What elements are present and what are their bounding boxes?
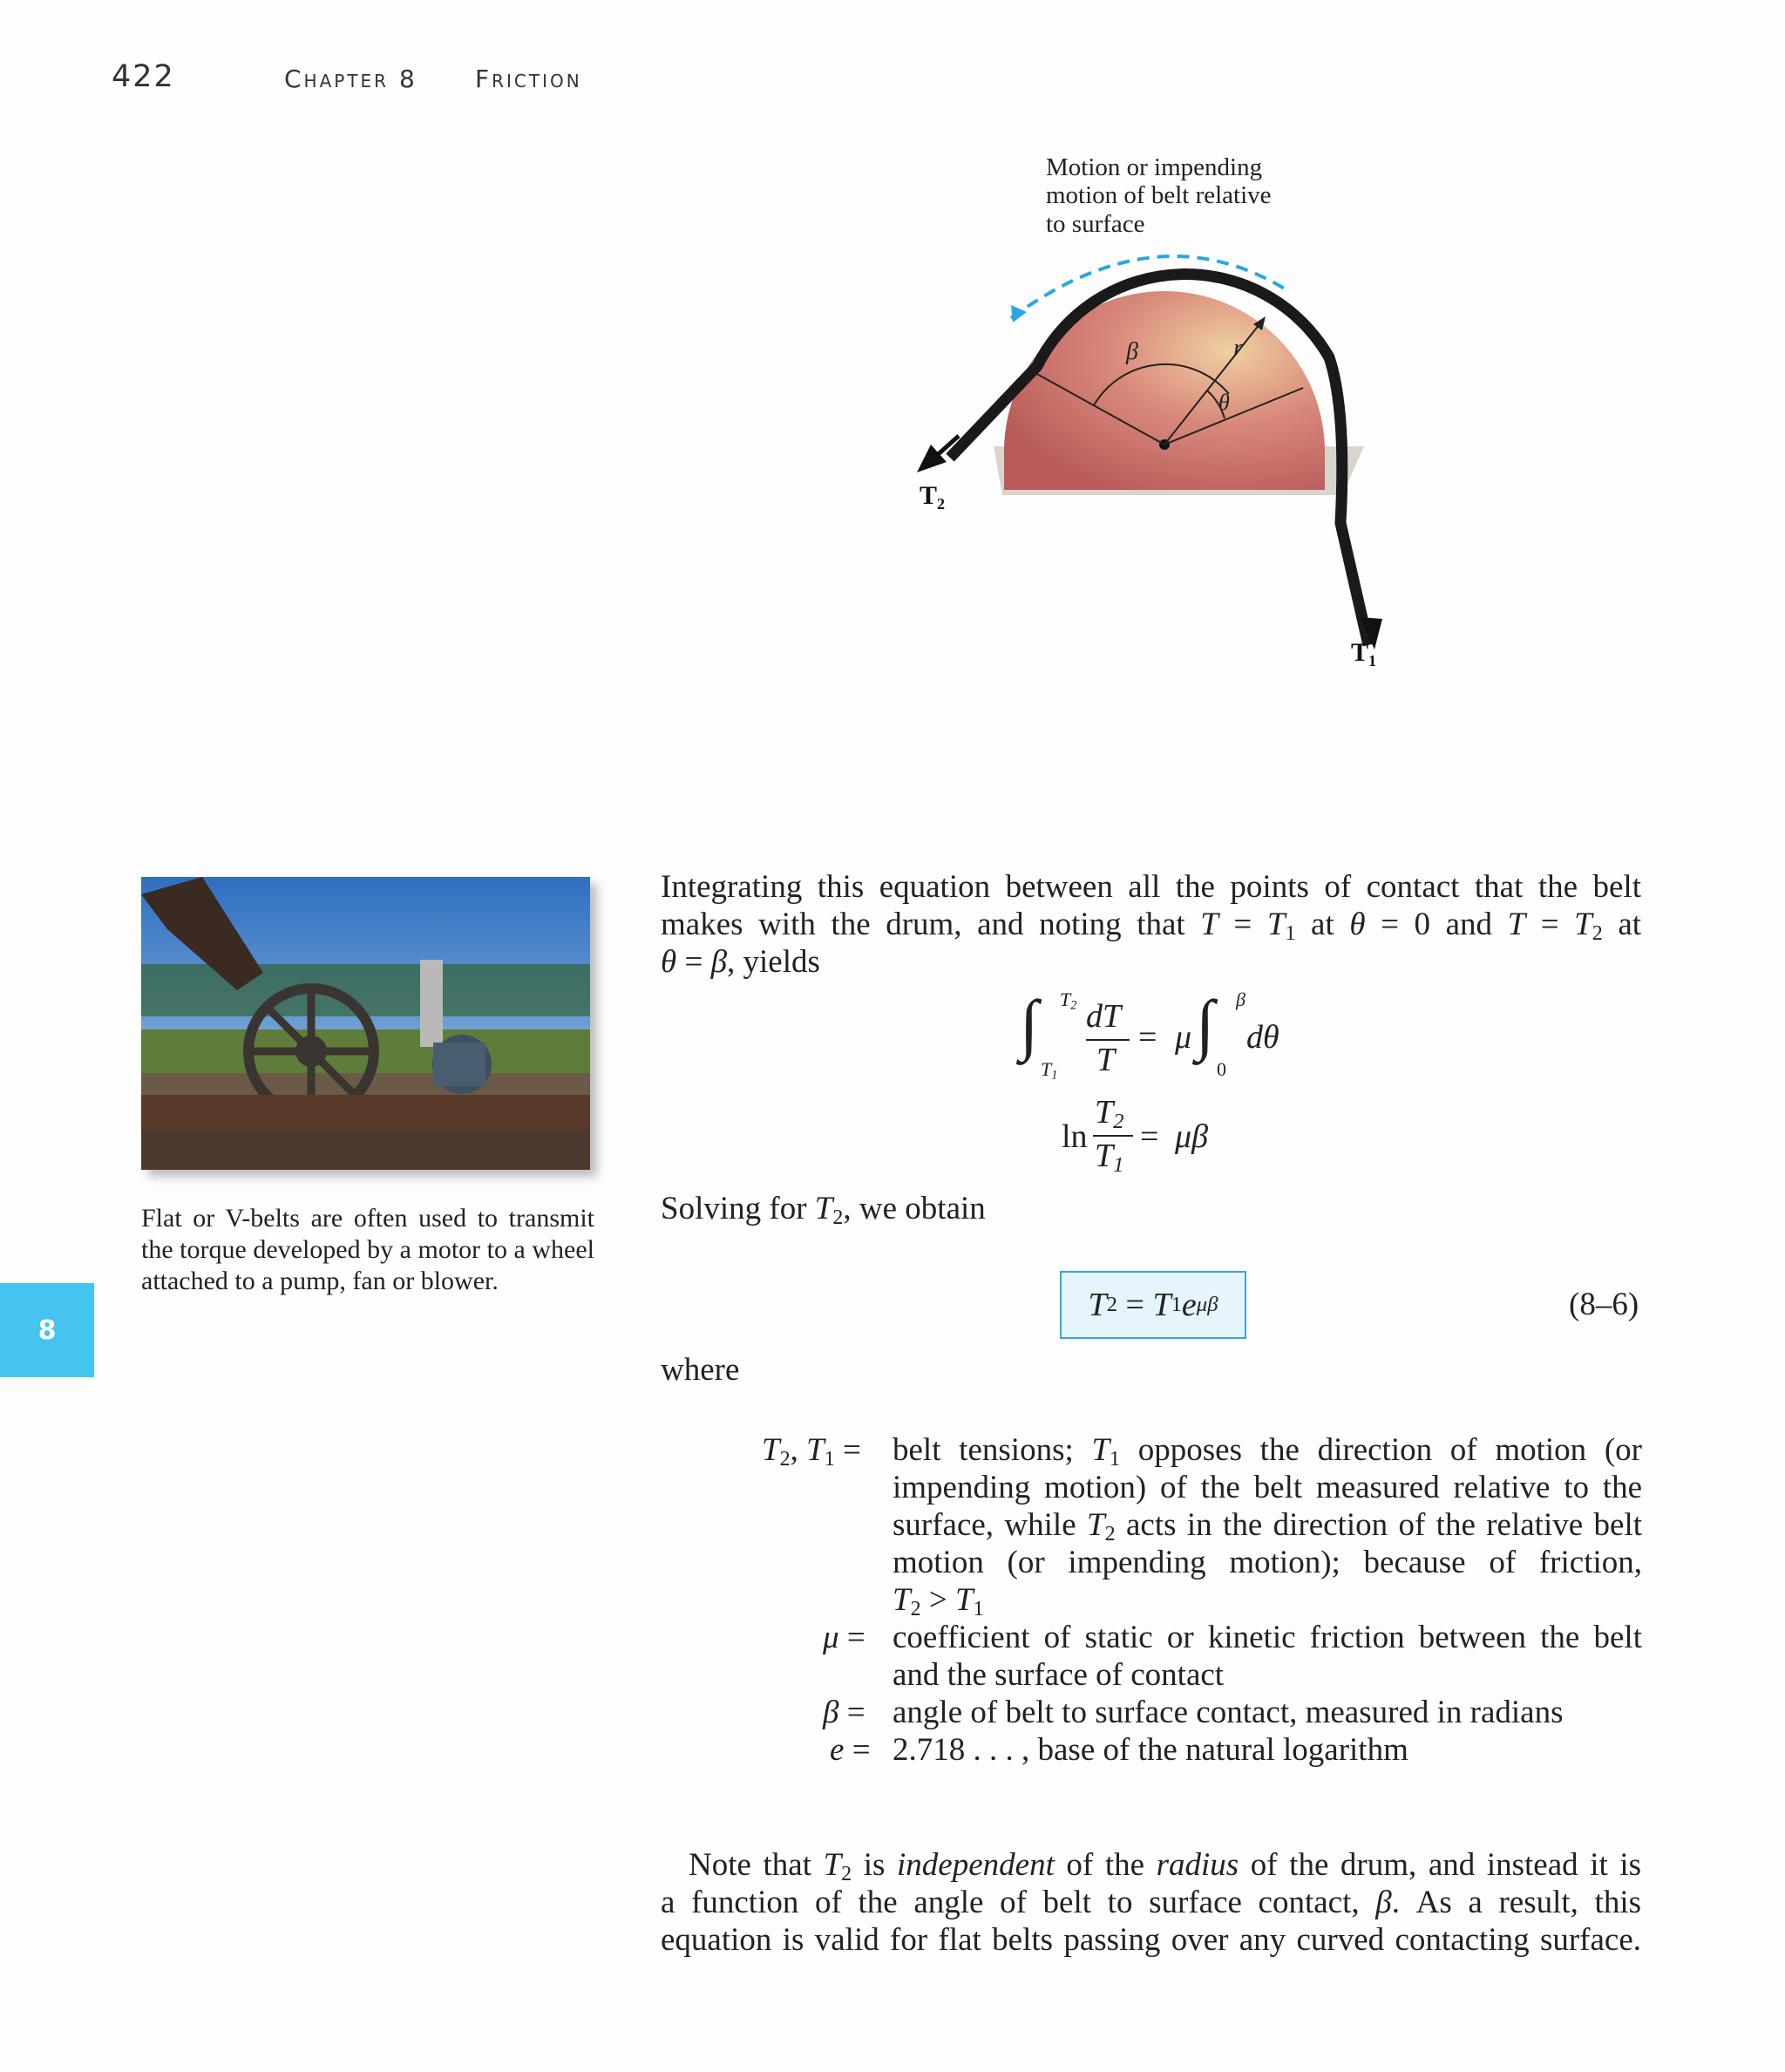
note-paragraph: Note that $T_2$ is independent of the radius of the drum, and instead it is a function of the angle of belt to surface contact, β. As a result, this equation is valid for flat belts passing over any curved contacting surface. (661, 1847, 1642, 1958)
log-equation: ln $T_2$ $T_1$ = μβ (1062, 1094, 1208, 1178)
chapter-title: Friction (475, 65, 582, 93)
def-symbol-e: e = (830, 1732, 871, 1768)
def-mu: coefficient of static or kinetic friction between the belt and the surface of contact (892, 1620, 1642, 1693)
drum (1004, 291, 1325, 490)
def-e: 2.718 . . . , base of the natural logarithm (892, 1732, 1408, 1768)
chapter-tab: 8 (0, 1283, 94, 1377)
integral-equation: ∫ $T_2$ $T_1$ dT T = μ ∫ β 0 dθ (1020, 986, 1279, 1083)
theta-label: θ (1218, 390, 1230, 415)
para1-line-2: makes with the drum, and noting that $T = T_1$ at θ = 0 and $T = T_2$ at (661, 907, 1642, 945)
belt-drum-diagram (898, 157, 1421, 680)
def-beta: angle of belt to surface contact, measured in radians (892, 1695, 1564, 1730)
motion-label-line-1: Motion or impending (1046, 157, 1263, 181)
beta-label: β (1126, 338, 1138, 365)
solving-line: Solving for $T_2$, we obtain (661, 1191, 986, 1229)
motion-label-line-3: to surface (1046, 210, 1145, 238)
motion-arrowhead (1011, 305, 1027, 323)
boxed-equation-8-6: T 2 = T 1 e μβ (1060, 1271, 1246, 1339)
r-label: r (1233, 335, 1243, 362)
chapter-label: Chapter 8 (284, 65, 417, 93)
t2-label: $T_2$ (920, 481, 946, 513)
motion-label-line-2: motion of belt relative (1046, 181, 1272, 209)
def-symbol-beta: β = (823, 1695, 865, 1730)
def-symbol-t: $T_2$, $T_1$ = (762, 1432, 861, 1471)
where-text: where (661, 1352, 740, 1388)
def-tensions: belt tensions; $T_1$ opposes the direction of motion (or impending motion) of the belt measured relative to the surface, while $T_2$ acts in the direction of the relative belt motion (or impending motion); because of friction, $T_2 > T_1$ (892, 1432, 1643, 1620)
t1-label: $T_1$ (1351, 638, 1377, 669)
belt-drive-photo-illustration (141, 877, 590, 1170)
def-symbol-mu: μ = (823, 1620, 865, 1655)
integration-paragraph (661, 868, 1641, 981)
equation-number: (8–6) (1569, 1287, 1639, 1322)
belt-drum-figure (898, 157, 1421, 680)
page-number: 422 (112, 59, 175, 94)
para1-line-1: Integrating this equation between all the points of contact that the belt (661, 869, 1641, 905)
photo-caption: Flat or V-belts are often used to transmit the torque developed by a motor to a wheel attached to a pump, fan or blower. (141, 1204, 594, 1295)
belt-drive-photo (141, 877, 590, 1170)
para1-line-3: θ = β, yields (661, 944, 820, 980)
